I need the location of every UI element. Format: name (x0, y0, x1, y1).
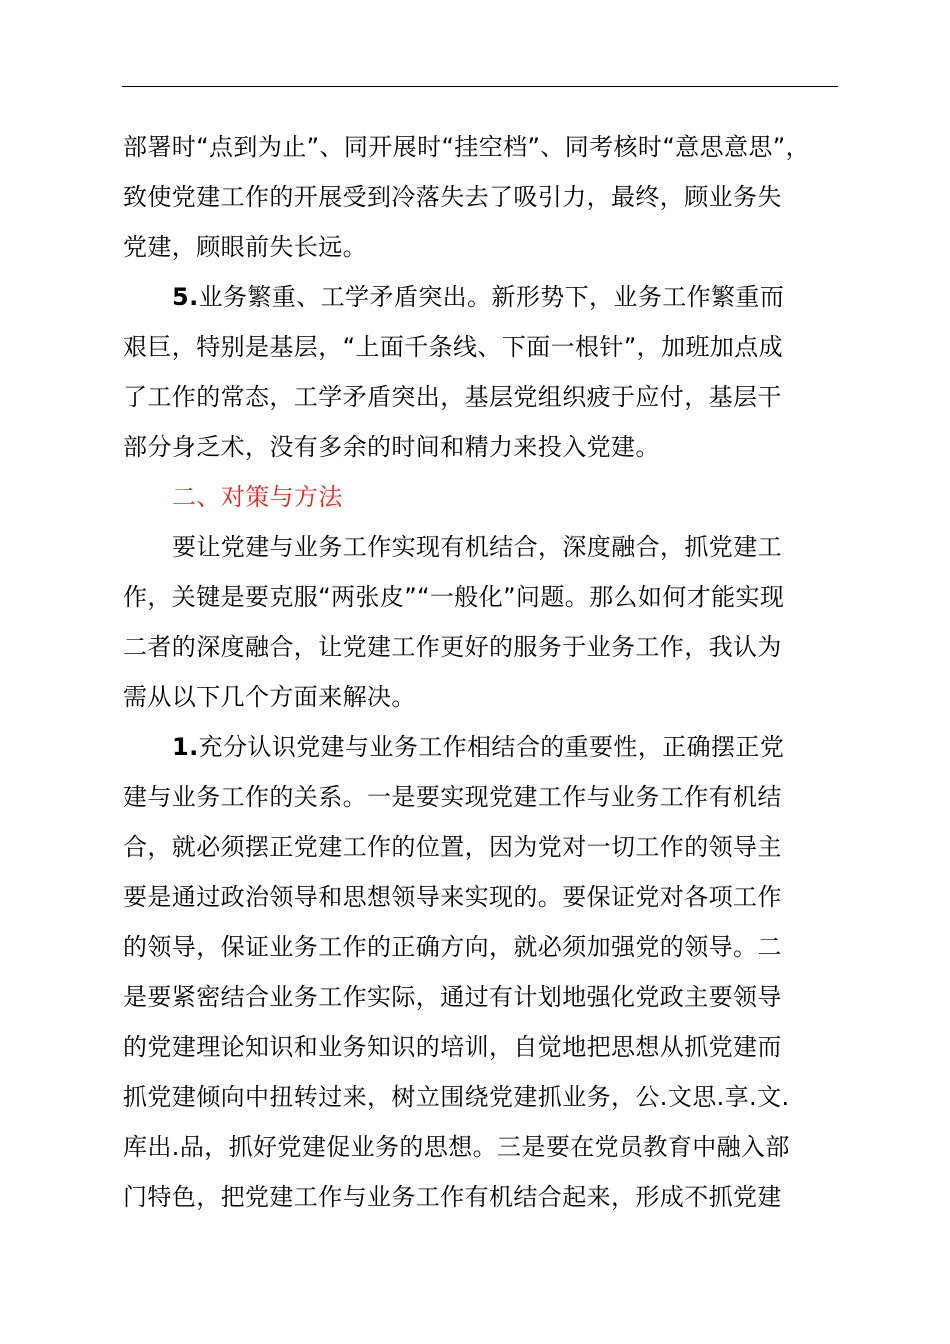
paragraph-line: 要让党建与业务工作实现有机结合，深度融合，抓党建工 (172, 533, 782, 561)
paragraph-line: 部分身乏术，没有多余的时间和精力来投入党建。 (123, 433, 660, 461)
paragraph-line: 门特色，把党建工作与业务工作有机结合起来，形成不抓党建 (123, 1183, 782, 1211)
item-text: 业务繁重、工学矛盾突出。新形势下，业务工作繁重而 (198, 283, 785, 311)
paragraph-line: 合，就必须摆正党建工作的位置，因为党对一切工作的领导主 (123, 833, 782, 861)
paragraph-line: 的领导，保证业务工作的正确方向，就必须加强党的领导。二 (123, 933, 782, 961)
paragraph-line: 致使党建工作的开展受到冷落失去了吸引力，最终，顾业务失 (123, 183, 782, 211)
paragraph-line: 了工作的常态，工学矛盾突出，基层党组织疲于应付，基层干 (123, 383, 782, 411)
paragraph-line: 部署时“点到为止”、同开展时“挂空档”、同考核时“意思意思”， (123, 133, 810, 161)
item-text: 充分认识党建与业务工作相结合的重要性，正确摆正党 (198, 733, 785, 761)
paragraph-line: 的党建理论知识和业务知识的培训，自觉地把思想从抓党建而 (123, 1033, 782, 1061)
item-number: 5. (172, 283, 199, 311)
paragraph-line: 建与业务工作的关系。一是要实现党建工作与业务工作有机结 (123, 783, 782, 811)
paragraph-line: 需从以下几个方面来解决。 (123, 683, 416, 711)
paragraph-line: 库出.品，抓好党建促业务的思想。三是要在党员教育中融入部 (123, 1133, 790, 1161)
section-heading: 二、对策与方法 (172, 483, 343, 511)
paragraph-line: 抓党建倾向中扭转过来，树立围绕党建抓业务，公.文思.享.文. (123, 1083, 790, 1111)
header-rule (122, 86, 838, 87)
item-number: 1. (172, 733, 199, 761)
numbered-paragraph-line (172, 732, 784, 762)
paragraph-line: 作，关键是要克服“两张皮”“一般化”问题。那么如何才能实现 (123, 583, 785, 611)
paragraph-line: 艰巨，特别是基层，“上面千条线、下面一根针”，加班加点成 (123, 333, 784, 361)
paragraph-line: 二者的深度融合，让党建工作更好的服务于业务工作，我认为 (123, 633, 782, 661)
paragraph-line: 是要紧密结合业务工作实际，通过有计划地强化党政主要领导 (123, 983, 782, 1011)
numbered-paragraph-line (172, 282, 784, 312)
paragraph-line: 要是通过政治领导和思想领导来实现的。要保证党对各项工作 (123, 883, 782, 911)
paragraph-line: 党建，顾眼前失长远。 (123, 233, 367, 261)
